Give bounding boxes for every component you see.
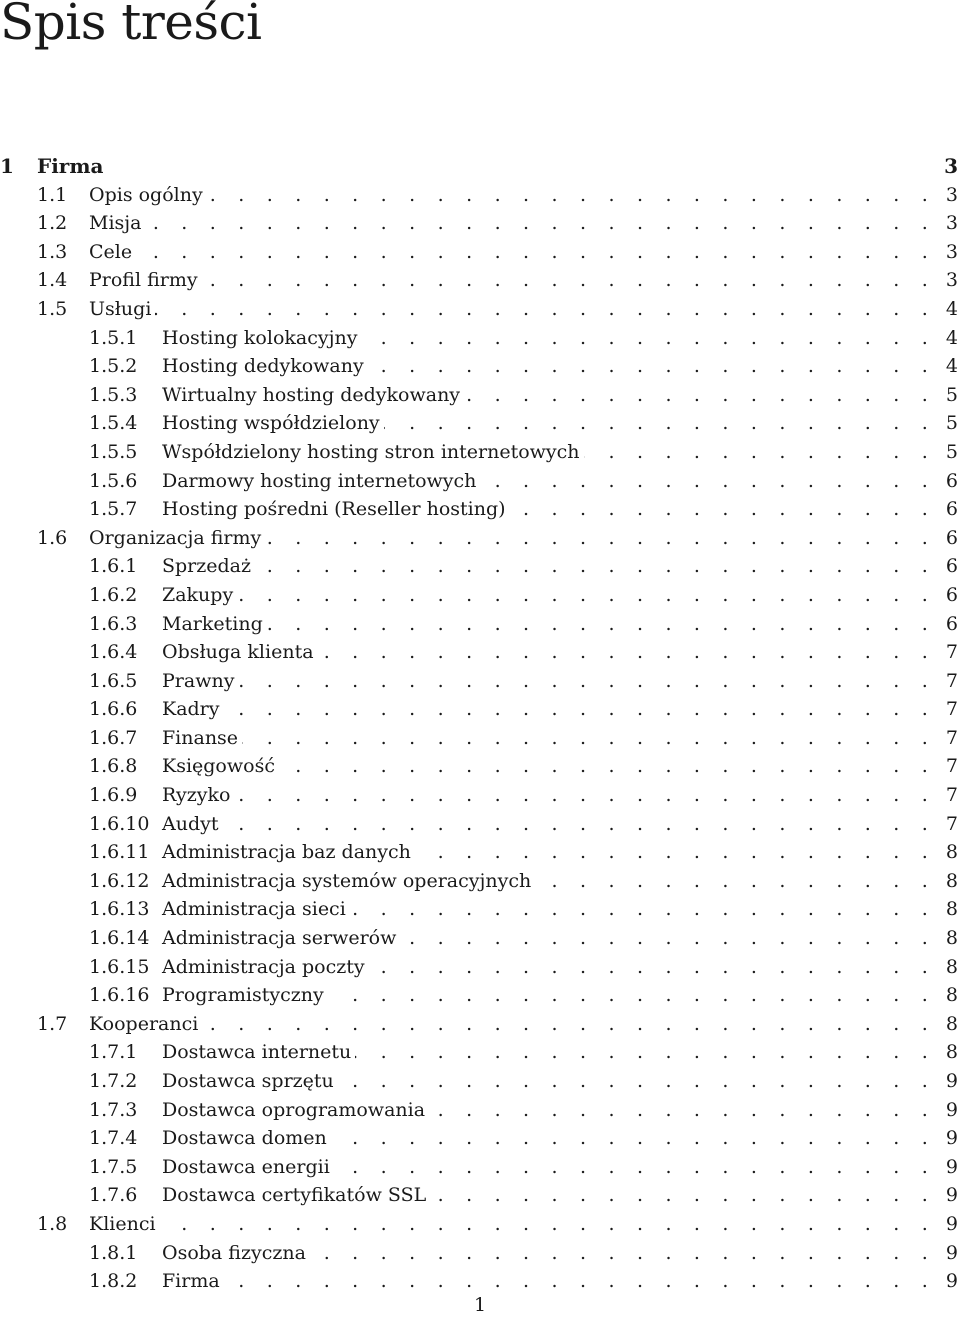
toc-entry-page[interactable]: 3 <box>944 154 958 178</box>
toc-entry-number: 1 <box>0 154 14 178</box>
toc-entry-title[interactable]: Administracja baz danych <box>162 841 411 864</box>
dot-leader <box>279 752 936 781</box>
toc-entry-page[interactable]: 8 <box>945 1041 958 1064</box>
toc-subsection-entry[interactable] <box>0 352 960 381</box>
toc-entry-title[interactable]: Cele <box>89 240 133 263</box>
toc-entry-page[interactable]: 3 <box>945 183 958 206</box>
toc-entry-title[interactable]: Sprzedaż <box>162 555 252 578</box>
toc-entry-title[interactable]: Obsługa klienta <box>162 641 314 664</box>
toc-entry-number: 1.5.7 <box>89 498 138 521</box>
toc-subsection-entry[interactable] <box>0 953 960 982</box>
toc-entry-title[interactable]: Dostawca domen <box>162 1127 327 1150</box>
toc-entry-number: 1.6.14 <box>89 927 150 950</box>
dot-leader <box>429 1096 936 1125</box>
dot-leader <box>369 953 936 982</box>
toc-entry-title[interactable]: Dostawca oprogramowania <box>162 1098 426 1121</box>
toc-subsection-entry[interactable] <box>0 438 960 467</box>
toc-entry-number: 1.7.6 <box>89 1184 138 1207</box>
dot-leader <box>355 1038 936 1067</box>
toc-entry-number: 1.7.1 <box>89 1041 138 1064</box>
dot-leader <box>338 1067 936 1096</box>
toc-entry-number: 1.8.1 <box>89 1241 138 1264</box>
toc-section-entry[interactable] <box>0 295 960 324</box>
toc-entry-number: 1.6.15 <box>89 955 150 978</box>
dot-leader <box>464 381 936 410</box>
dot-leader <box>160 1210 936 1239</box>
dot-leader <box>255 552 936 581</box>
toc-entry-title[interactable]: Hosting dedykowany <box>162 355 364 378</box>
toc-subsection-entry[interactable] <box>0 552 960 581</box>
toc-subsection-entry[interactable] <box>0 895 960 924</box>
toc-entry-title[interactable]: Księgowość <box>162 755 275 778</box>
toc-subsection-entry[interactable] <box>0 867 960 896</box>
toc-entry-page[interactable]: 7 <box>945 669 958 692</box>
page-title: Spis treści <box>0 0 262 51</box>
toc-entry-title[interactable]: Kadry <box>162 698 220 721</box>
toc-entry-number: 1.6.12 <box>89 869 150 892</box>
toc-subsection-entry[interactable] <box>0 1153 960 1182</box>
toc-entry-title[interactable]: Hosting współdzielony <box>162 412 380 435</box>
toc-entry-number: 1.5.5 <box>89 440 138 463</box>
toc-entry-title[interactable]: Prawny <box>162 669 235 692</box>
toc-entry-page[interactable]: 8 <box>945 841 958 864</box>
toc-subsection-entry[interactable] <box>0 752 960 781</box>
toc-entry-number: 1.8.2 <box>89 1270 138 1293</box>
toc-entry-number: 1.6 <box>37 526 68 549</box>
toc-entry-page[interactable]: 3 <box>945 269 958 292</box>
toc-entry-title[interactable]: Hosting kolokacyjny <box>162 326 358 349</box>
toc-entry-page[interactable]: 9 <box>945 1184 958 1207</box>
toc-subsection-entry[interactable] <box>0 324 960 353</box>
dot-leader <box>202 1010 936 1039</box>
toc-subsection-entry[interactable] <box>0 810 960 839</box>
toc-entry-title[interactable]: Współdzielony hosting stron internetowych <box>162 440 580 463</box>
toc-entry-page[interactable]: 7 <box>945 812 958 835</box>
toc-entry-page[interactable]: 5 <box>945 412 958 435</box>
dot-leader <box>202 266 936 295</box>
toc-entry-title[interactable]: Misja <box>89 212 142 235</box>
dot-leader <box>234 781 936 810</box>
toc-entry-number: 1.2 <box>37 212 68 235</box>
toc-entry-number: 1.6.7 <box>89 726 138 749</box>
toc-subsection-entry[interactable] <box>0 924 960 953</box>
toc-subsection-entry[interactable] <box>0 981 960 1010</box>
toc-entry-number: 1.6.4 <box>89 641 138 664</box>
dot-leader <box>430 1181 936 1210</box>
toc-entry-title[interactable]: Darmowy hosting internetowych <box>162 469 477 492</box>
toc-entry-number: 1.6.13 <box>89 898 150 921</box>
toc-entry-title[interactable]: Administracja poczty <box>162 955 365 978</box>
toc-entry-number: 1.6.10 <box>89 812 150 835</box>
toc-subsection-entry[interactable] <box>0 581 960 610</box>
toc-subsection-entry[interactable] <box>0 1096 960 1125</box>
toc-entry-title[interactable]: Marketing <box>162 612 263 635</box>
toc-entry-number: 1.6.1 <box>89 555 138 578</box>
toc-entry-number: 1.5.6 <box>89 469 138 492</box>
toc-entry-number: 1.3 <box>37 240 68 263</box>
toc-entry-number: 1.5.3 <box>89 383 138 406</box>
toc-entry-page[interactable]: 3 <box>945 212 958 235</box>
table-of-contents <box>0 152 960 1296</box>
toc-entry-title[interactable]: Administracja sieci <box>162 898 346 921</box>
page-number: 1 <box>473 1294 487 1316</box>
toc-entry-title[interactable]: Dostawca energii <box>162 1155 330 1178</box>
toc-entry-title[interactable]: Audyt <box>162 812 219 835</box>
toc-entry-title[interactable]: Firma <box>37 154 104 178</box>
toc-entry-title[interactable]: Usługi <box>89 297 152 320</box>
toc-entry-title[interactable]: Kooperanci <box>89 1012 199 1035</box>
dot-leader <box>328 981 936 1010</box>
dot-leader <box>415 838 936 867</box>
toc-subsection-entry[interactable] <box>0 467 960 496</box>
toc-entry-title[interactable]: Osoba fizyczna <box>162 1241 306 1264</box>
dot-leader <box>136 238 936 267</box>
dot-leader <box>331 1124 936 1153</box>
toc-entry-title[interactable]: Programistyczny <box>162 984 324 1007</box>
toc-entry-number: 1.5 <box>37 297 68 320</box>
toc-entry-number: 1.8 <box>37 1212 68 1235</box>
toc-entry-number: 1.7 <box>37 1012 68 1035</box>
toc-entry-page[interactable]: 8 <box>945 984 958 1007</box>
toc-entry-title[interactable]: Opis ogólny <box>89 183 203 206</box>
toc-entry-number: 1.6.11 <box>89 841 150 864</box>
toc-subsection-entry[interactable] <box>0 1038 960 1067</box>
toc-entry-page[interactable]: 9 <box>945 1127 958 1150</box>
toc-entry-title[interactable]: Wirtualny hosting dedykowany <box>162 383 461 406</box>
toc-subsection-entry[interactable] <box>0 1067 960 1096</box>
toc-entry-title[interactable]: Profil firmy <box>89 269 198 292</box>
toc-subsection-entry[interactable] <box>0 838 960 867</box>
dot-leader <box>265 524 936 553</box>
dot-leader <box>368 352 936 381</box>
toc-entry-page[interactable]: 9 <box>945 1155 958 1178</box>
dot-leader <box>146 209 936 238</box>
dot-leader <box>155 295 936 324</box>
toc-subsection-entry[interactable] <box>0 1181 960 1210</box>
dot-leader <box>223 810 937 839</box>
toc-subsection-entry[interactable] <box>0 610 960 639</box>
toc-entry-number: 1.5.1 <box>89 326 138 349</box>
toc-entry-page[interactable]: 4 <box>945 326 958 349</box>
toc-entry-title[interactable]: Administracja serwerów <box>162 927 397 950</box>
toc-entry-title[interactable]: Firma <box>162 1270 220 1293</box>
toc-entry-number: 1.5.2 <box>89 355 138 378</box>
toc-entry-page[interactable]: 9 <box>945 1241 958 1264</box>
toc-entry-number: 1.6.9 <box>89 784 138 807</box>
toc-entry-page[interactable]: 7 <box>945 698 958 721</box>
toc-entry-page[interactable]: 6 <box>945 469 958 492</box>
toc-entry-page[interactable]: 6 <box>945 612 958 635</box>
toc-entry-page[interactable]: 8 <box>945 927 958 950</box>
toc-entry-page[interactable]: 5 <box>945 440 958 463</box>
toc-entry-number: 1.1 <box>37 183 68 206</box>
dot-leader <box>480 467 936 496</box>
toc-section-entry[interactable] <box>0 524 960 553</box>
toc-entry-page[interactable]: 4 <box>945 297 958 320</box>
dot-leader <box>361 324 936 353</box>
toc-entry-title[interactable]: Zakupy <box>162 583 234 606</box>
toc-entry-number: 1.7.2 <box>89 1070 138 1092</box>
toc-entry-number: 1.6.2 <box>89 583 138 606</box>
toc-entry-title[interactable]: Dostawca sprzętu <box>162 1070 334 1092</box>
toc-entry-page[interactable]: 9 <box>945 1270 958 1293</box>
toc-entry-page[interactable]: 6 <box>945 555 958 578</box>
dot-leader <box>318 638 936 667</box>
toc-subsection-entry[interactable] <box>0 1239 960 1268</box>
toc-entry-page[interactable]: 6 <box>945 526 958 549</box>
toc-entry-page[interactable]: 7 <box>945 755 958 778</box>
toc-entry-page[interactable]: 8 <box>945 869 958 892</box>
toc-entry-number: 1.7.5 <box>89 1155 138 1178</box>
toc-entry-title[interactable]: Klienci <box>89 1212 156 1235</box>
toc-section-entry[interactable] <box>0 238 960 267</box>
toc-entry-number: 1.6.16 <box>89 984 150 1007</box>
dot-leader <box>238 667 936 696</box>
toc-entry-number: 1.6.5 <box>89 669 138 692</box>
toc-entry-page[interactable]: 7 <box>945 641 958 664</box>
toc-entry-page[interactable]: 9 <box>945 1070 958 1092</box>
toc-entry-title[interactable]: Hosting pośredni (Reseller hosting) <box>162 498 506 521</box>
toc-entry-page[interactable]: 7 <box>945 726 958 749</box>
toc-chapter-entry[interactable] <box>0 152 960 181</box>
toc-subsection-entry[interactable] <box>0 409 960 438</box>
toc-entry-page[interactable]: 6 <box>945 498 958 521</box>
toc-subsection-entry[interactable] <box>0 638 960 667</box>
toc-entry-title[interactable]: Finanse <box>162 726 239 749</box>
toc-entry-number: 1.6.6 <box>89 698 138 721</box>
dot-leader <box>584 438 936 467</box>
toc-entry-page[interactable]: 5 <box>945 383 958 406</box>
dot-leader <box>224 695 936 724</box>
dot-leader <box>400 924 936 953</box>
toc-entry-number: 1.6.3 <box>89 612 138 635</box>
toc-entry-page[interactable]: 8 <box>945 955 958 978</box>
dot-leader <box>535 867 936 896</box>
toc-entry-page[interactable]: 9 <box>945 1212 958 1235</box>
toc-section-entry[interactable] <box>0 1210 960 1239</box>
toc-subsection-entry[interactable] <box>0 1124 960 1153</box>
toc-section-entry[interactable] <box>0 209 960 238</box>
toc-entry-number: 1.6.8 <box>89 755 138 778</box>
toc-entry-number: 1.4 <box>37 269 68 292</box>
dot-leader <box>350 895 936 924</box>
dot-leader <box>334 1153 936 1182</box>
toc-entry-page[interactable]: 9 <box>945 1098 958 1121</box>
toc-entry-page[interactable]: 7 <box>945 784 958 807</box>
dot-leader <box>237 581 936 610</box>
dot-leader <box>384 409 936 438</box>
toc-subsection-entry[interactable] <box>0 695 960 724</box>
toc-subsection-entry[interactable] <box>0 495 960 524</box>
toc-entry-number: 1.7.3 <box>89 1098 138 1121</box>
toc-entry-page[interactable]: 3 <box>945 240 958 263</box>
dot-leader <box>207 181 936 210</box>
toc-entry-page[interactable]: 6 <box>945 583 958 606</box>
toc-entry-number: 1.7.4 <box>89 1127 138 1150</box>
dot-leader <box>510 495 936 524</box>
toc-entry-title[interactable]: Dostawca internetu <box>162 1041 352 1064</box>
toc-subsection-entry[interactable] <box>0 381 960 410</box>
toc-subsection-entry[interactable] <box>0 724 960 753</box>
toc-section-entry[interactable] <box>0 266 960 295</box>
toc-entry-title[interactable]: Ryzyko <box>162 784 231 807</box>
dot-leader <box>242 724 936 753</box>
toc-section-entry[interactable] <box>0 181 960 210</box>
toc-entry-number: 1.5.4 <box>89 412 138 435</box>
dot-leader <box>310 1239 936 1268</box>
toc-entry-title[interactable]: Dostawca certyfikatów SSL <box>162 1184 427 1207</box>
toc-subsection-entry[interactable] <box>0 781 960 810</box>
toc-subsection-entry[interactable] <box>0 667 960 696</box>
toc-entry-title[interactable]: Administracja systemów operacyjnych <box>162 869 532 892</box>
toc-section-entry[interactable] <box>0 1010 960 1039</box>
dot-leader <box>267 610 936 639</box>
toc-entry-title[interactable]: Organizacja firmy <box>89 526 262 549</box>
toc-entry-page[interactable]: 4 <box>945 355 958 378</box>
toc-entry-page[interactable]: 8 <box>945 898 958 921</box>
toc-entry-page[interactable]: 8 <box>945 1012 958 1035</box>
